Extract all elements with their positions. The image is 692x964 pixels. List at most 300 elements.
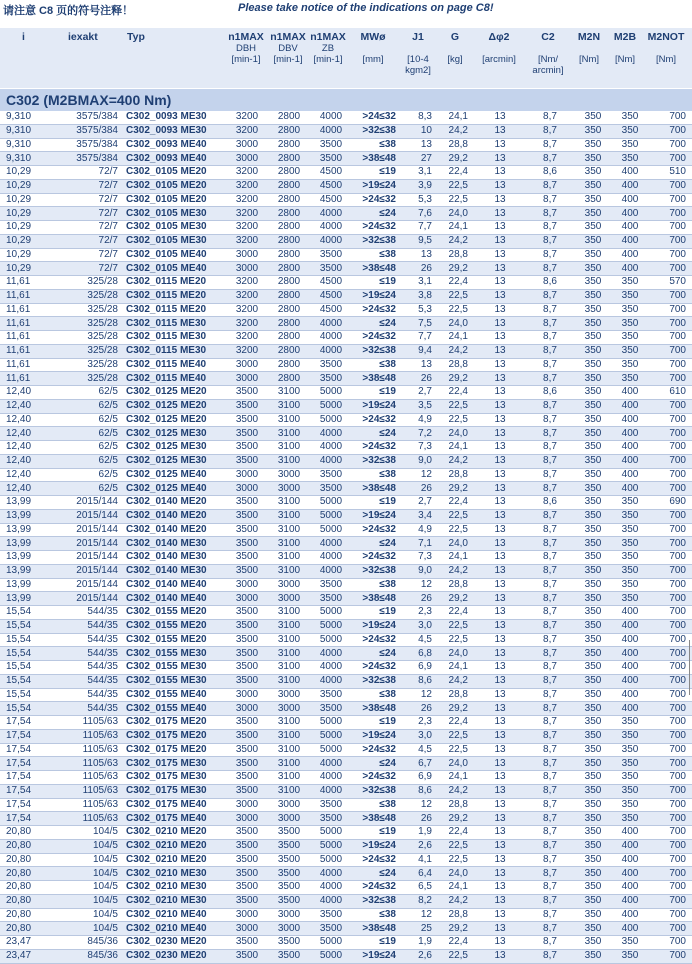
table-cell: 8,7 [526,179,574,193]
table-cell: 13 [474,207,526,221]
table-cell: 22,5 [438,949,474,963]
table-cell: 24,0 [438,207,474,221]
table-cell: 700 [669,716,686,728]
table-cell: 3500 [226,454,268,468]
table-cell: 13 [494,138,506,150]
table-cell: 350 [574,289,612,303]
table-cell: 3000 [226,812,268,826]
table-cell: 700 [648,317,692,331]
table-cell: 4500 [319,303,343,315]
table-cell: 13 [474,454,526,468]
table-cell: >19≤24 [352,729,402,743]
table-cell: 13 [474,894,526,908]
table-cell: 2800 [277,166,301,178]
table-cell: 3100 [268,509,310,523]
table-cell: ≤24 [352,427,402,441]
table-cell: 350 [621,523,639,535]
table-cell: 3100 [268,564,310,578]
table-cell: 8,6 [543,276,557,288]
table-row [0,743,692,757]
table-cell: 10,29 [6,166,32,178]
table-cell: 10,29 [0,262,56,276]
table-cell: 10,29 [6,248,32,260]
table-cell: 28,8 [448,578,468,590]
table-cell: 8,7 [526,262,574,276]
table-cell: C302_0115 ME30 [122,344,226,358]
table-cell: 8,7 [526,619,574,633]
table-cell: 700 [648,592,692,606]
table-cell: 350 [584,386,602,398]
table-cell: 350 [584,138,602,150]
table-cell: ≤19 [379,496,396,508]
col-header-iexakt: iexakt [68,31,98,43]
table-cell: 3100 [268,784,310,798]
table-cell: 700 [648,509,692,523]
table-cell: 3500 [226,619,268,633]
table-cell: 350 [584,331,602,343]
table-cell: 700 [648,949,692,963]
table-cell: 3500 [319,798,343,810]
table-row [0,248,692,262]
table-row [0,303,692,317]
table-cell: 1105/63 [82,771,118,783]
table-cell: 350 [574,949,612,963]
table-cell: 4000 [319,441,343,453]
table-cell: 13 [474,179,526,193]
table-cell: 10,29 [0,234,56,248]
table-cell: 2800 [277,303,301,315]
table-cell: 13 [494,441,506,453]
table-row [0,372,692,386]
table-cell: >24≤32 [362,193,396,205]
table-cell: 22,4 [448,386,468,398]
section-title: C302 (M2BMAX=400 Nm) [6,92,172,108]
table-cell: 13 [474,702,526,716]
table-cell: 3000 [268,922,310,936]
table-cell: 5000 [319,523,343,535]
table-cell: 6,4 [402,867,438,881]
table-cell: 700 [669,468,686,480]
table-cell: C302_0210 ME40 [126,908,207,920]
table-cell: 72/7 [98,248,118,260]
table-cell: 3500 [235,743,259,755]
table-cell: 3200 [226,317,268,331]
table-row [0,702,692,716]
table-cell: C302_0210 ME20 [126,826,207,838]
table-cell: C302_0115 ME40 [126,358,207,370]
table-cell: 24,2 [438,124,474,138]
table-cell: 350 [584,771,602,783]
table-cell: 3,0 [402,619,438,633]
table-cell: >19≤24 [352,509,402,523]
table-cell: 4,5 [418,633,432,645]
table-cell: 8,7 [526,867,574,881]
table-cell: 13 [494,193,506,205]
table-row [0,757,692,771]
table-cell: C302_0155 ME20 [122,619,226,633]
table-cell: 700 [669,303,686,315]
table-cell: 4000 [310,674,352,688]
table-row [0,276,692,290]
table-cell: 3100 [277,606,301,618]
table-cell: 6,5 [418,881,432,893]
table-cell: 3,1 [418,166,432,178]
table-cell: 400 [612,674,648,688]
table-cell: 350 [574,592,612,606]
table-cell: 24,0 [438,867,474,881]
table-cell: 845/36 [56,949,122,963]
table-cell: 3500 [226,647,268,661]
table-cell: >32≤38 [352,894,402,908]
table-cell: 350 [621,798,639,810]
table-cell: ≤19 [379,166,396,178]
table-cell: C302_0155 ME30 [122,674,226,688]
table-cell: 13 [494,771,506,783]
table-cell: >24≤32 [362,853,396,865]
table-cell: >24≤32 [362,221,396,233]
table-cell: 13 [474,592,526,606]
table-cell: 350 [574,124,612,138]
table-cell: 5000 [319,606,343,618]
table-cell: 544/35 [87,688,118,700]
table-cell: ≤38 [379,578,396,590]
table-cell: 4000 [310,784,352,798]
table-cell: 400 [612,234,648,248]
table-cell: 350 [621,276,639,288]
table-cell: 3000 [226,922,268,936]
table-row [0,936,692,950]
table-cell: 350 [574,894,612,908]
col-header-g: G [kg] [447,31,463,65]
table-cell: 104/5 [56,867,122,881]
table-row [0,166,692,180]
table-cell: >38≤48 [352,152,402,166]
table-cell: 400 [621,386,639,398]
table-cell: 700 [648,702,692,716]
table-cell: 22,5 [448,743,468,755]
table-cell: 3500 [268,894,310,908]
table-cell: 350 [612,784,648,798]
table-cell: 700 [648,867,692,881]
table-cell: 700 [648,564,692,578]
table-cell: 13 [474,812,526,826]
table-cell: >38≤48 [352,812,402,826]
table-cell: 7,3 [418,551,432,563]
table-cell: 20,80 [0,894,56,908]
table-cell: 350 [621,303,639,315]
table-cell: 4000 [310,317,352,331]
table-cell: 4000 [319,331,343,343]
table-cell: 2800 [277,331,301,343]
table-cell: 12,40 [6,386,32,398]
table-cell: 13 [474,482,526,496]
table-cell: 350 [621,496,639,508]
table-cell: >24≤32 [362,331,396,343]
table-cell: 22,4 [448,496,468,508]
table-cell: 350 [574,619,612,633]
table-cell: 2015/144 [56,509,122,523]
table-cell: 3500 [226,537,268,551]
table-cell: 8,7 [543,358,557,370]
table-cell: 400 [612,454,648,468]
table-cell: 3500 [310,482,352,496]
table-cell: 24,1 [448,221,468,233]
table-cell: 350 [584,908,602,920]
col-header-j1: J1 [10-4 kgm2] [405,31,431,76]
table-cell: 8,7 [526,399,574,413]
table-cell: 544/35 [87,661,118,673]
table-cell: 24,1 [448,441,468,453]
table-cell: 20,80 [0,867,56,881]
table-row [0,111,692,124]
table-cell: 350 [574,454,612,468]
table-row [0,826,692,840]
table-cell: 700 [648,894,692,908]
table-cell: C302_0105 ME30 [122,234,226,248]
table-row [0,784,692,798]
table-cell: 350 [574,152,612,166]
table-cell: 400 [621,853,639,865]
table-cell: 13,99 [0,564,56,578]
table-cell: 400 [612,207,648,221]
table-cell: 350 [584,798,602,810]
table-cell: 25 [402,922,438,936]
table-cell: 13 [494,111,506,123]
table-cell: 15,54 [6,606,32,618]
table-cell: 3000 [235,468,259,480]
table-cell: 400 [612,839,648,853]
table-cell: 8,7 [526,317,574,331]
table-cell: 12 [420,908,432,920]
table-cell: 325/28 [56,344,122,358]
table-cell: 5000 [310,839,352,853]
table-cell: 3500 [235,716,259,728]
table-cell: 62/5 [56,482,122,496]
table-cell: 15,54 [6,633,32,645]
table-cell: 350 [584,716,602,728]
table-cell: C302_0105 ME20 [126,193,207,205]
table-cell: 27 [402,152,438,166]
table-cell: 3575/384 [76,111,118,123]
table-cell: 3500 [226,757,268,771]
table-cell: 350 [574,317,612,331]
table-cell: 3000 [226,482,268,496]
table-cell: 700 [669,798,686,810]
table-cell: 2,6 [402,949,438,963]
table-cell: C302_0155 ME40 [126,688,207,700]
table-cell: 13 [494,496,506,508]
table-cell: 2015/144 [56,537,122,551]
table-cell: C302_0115 ME20 [126,303,207,315]
table-cell: 325/28 [56,317,122,331]
table-cell: 13 [474,234,526,248]
table-cell: 8,6 [543,386,557,398]
table-cell: 3000 [235,138,259,150]
table-cell: 3500 [310,592,352,606]
table-row [0,234,692,248]
table-cell: 570 [669,276,686,288]
table-cell: 350 [584,248,602,260]
table-cell: 350 [574,399,612,413]
table-cell: 700 [648,482,692,496]
table-cell: 2800 [277,111,301,123]
table-cell: 3100 [277,386,301,398]
table-cell: 28,8 [448,138,468,150]
table-cell: 7,2 [402,427,438,441]
table-cell: 2800 [268,207,310,221]
table-cell: 1,9 [418,936,432,948]
table-cell: 5000 [319,853,343,865]
table-cell: 3500 [319,908,343,920]
table-cell: 700 [669,578,686,590]
table-cell: 350 [574,922,612,936]
table-cell: 3500 [226,894,268,908]
table-cell: 13 [494,661,506,673]
table-cell: 3000 [226,262,268,276]
table-cell: 3500 [235,936,259,948]
table-cell: 3500 [277,881,301,893]
table-cell: 2800 [277,276,301,288]
table-cell: 350 [584,358,602,370]
table-cell: 5000 [319,716,343,728]
table-cell: 13,99 [0,537,56,551]
table-cell: 350 [584,441,602,453]
table-cell: 8,7 [543,661,557,673]
table-cell: 3100 [268,647,310,661]
table-cell: 700 [669,826,686,838]
table-cell: 3200 [235,331,259,343]
table-cell: 400 [621,661,639,673]
table-cell: 2015/144 [76,496,118,508]
table-cell: 3000 [277,578,301,590]
table-cell: 350 [621,743,639,755]
table-cell: 350 [574,262,612,276]
table-cell: 350 [612,729,648,743]
table-row [0,647,692,661]
table-cell: 544/35 [87,633,118,645]
table-cell: 3000 [277,688,301,700]
table-cell: 24,2 [438,454,474,468]
table-cell: ≤24 [352,537,402,551]
table-cell: 62/5 [56,454,122,468]
table-cell: C302_0175 ME40 [126,798,207,810]
table-cell: 350 [574,729,612,743]
table-cell: 12 [420,798,432,810]
table-row [0,441,692,455]
table-cell: C302_0210 ME30 [126,881,207,893]
table-cell: 13 [474,344,526,358]
table-cell: 350 [612,592,648,606]
table-row [0,454,692,468]
table-cell: 28,8 [448,798,468,810]
table-cell: 3000 [226,702,268,716]
table-cell: 8,7 [526,289,574,303]
table-cell: 8,7 [543,138,557,150]
table-cell: 2800 [268,289,310,303]
table-cell: 350 [584,688,602,700]
table-cell: 8,7 [526,564,574,578]
table-cell: 22,4 [448,936,468,948]
table-cell: 7,1 [402,537,438,551]
table-cell: >24≤32 [362,523,396,535]
table-cell: 28,8 [448,688,468,700]
table-cell: 400 [621,413,639,425]
table-cell: 13 [494,551,506,563]
table-cell: 350 [621,551,639,563]
table-cell: 1105/63 [82,716,118,728]
table-row [0,496,692,510]
table-cell: C302_0175 ME30 [122,784,226,798]
table-cell: 3100 [277,523,301,535]
table-cell: 3575/384 [56,152,122,166]
table-cell: 3100 [277,413,301,425]
table-cell: 3100 [277,716,301,728]
table-cell: C302_0125 ME20 [126,386,207,398]
table-cell: 350 [612,949,648,963]
table-cell: 400 [621,166,639,178]
table-cell: 26 [402,812,438,826]
table-row [0,523,692,537]
table-cell: 22,5 [438,399,474,413]
table-cell: 3500 [235,386,259,398]
table-cell: 3,1 [418,276,432,288]
table-cell: 6,9 [418,771,432,783]
table-cell: 2800 [277,138,301,150]
table-cell: 350 [574,482,612,496]
table-cell: 700 [669,193,686,205]
table-cell: 700 [648,812,692,826]
table-cell: 3200 [235,166,259,178]
table-cell: 3500 [226,509,268,523]
table-cell: 13 [494,221,506,233]
table-cell: 3200 [226,344,268,358]
table-cell: 13 [474,124,526,138]
table-cell: 3500 [319,248,343,260]
table-cell: 12,40 [0,399,56,413]
table-cell: 3000 [235,688,259,700]
table-cell: >32≤38 [352,234,402,248]
table-cell: 8,7 [543,798,557,810]
table-cell: 12,40 [6,413,32,425]
margin-mark [689,640,690,695]
table-cell: 13 [474,509,526,523]
table-cell: ≤38 [379,248,396,260]
table-cell: 8,6 [402,784,438,798]
table-cell: 3500 [226,839,268,853]
table-cell: 8,7 [543,606,557,618]
table-cell: 3200 [226,234,268,248]
table-row [0,881,692,895]
table-cell: >24≤32 [362,881,396,893]
table-cell: 13 [474,537,526,551]
table-cell: 13 [494,881,506,893]
table-cell: 11,61 [0,344,56,358]
table-cell: 3500 [226,784,268,798]
table-cell: 700 [648,234,692,248]
table-cell: 350 [621,331,639,343]
table-cell: >24≤32 [362,661,396,673]
table-cell: 3200 [226,179,268,193]
table-cell: 700 [648,729,692,743]
table-cell: 8,7 [543,331,557,343]
table-row [0,509,692,523]
table-cell: 1105/63 [56,784,122,798]
table-cell: 12,40 [6,441,32,453]
table-cell: C302_0125 ME40 [126,468,207,480]
col-header-m2b: M2B [Nm] [613,31,637,65]
table-cell: >24≤32 [362,441,396,453]
table-cell: 700 [648,647,692,661]
